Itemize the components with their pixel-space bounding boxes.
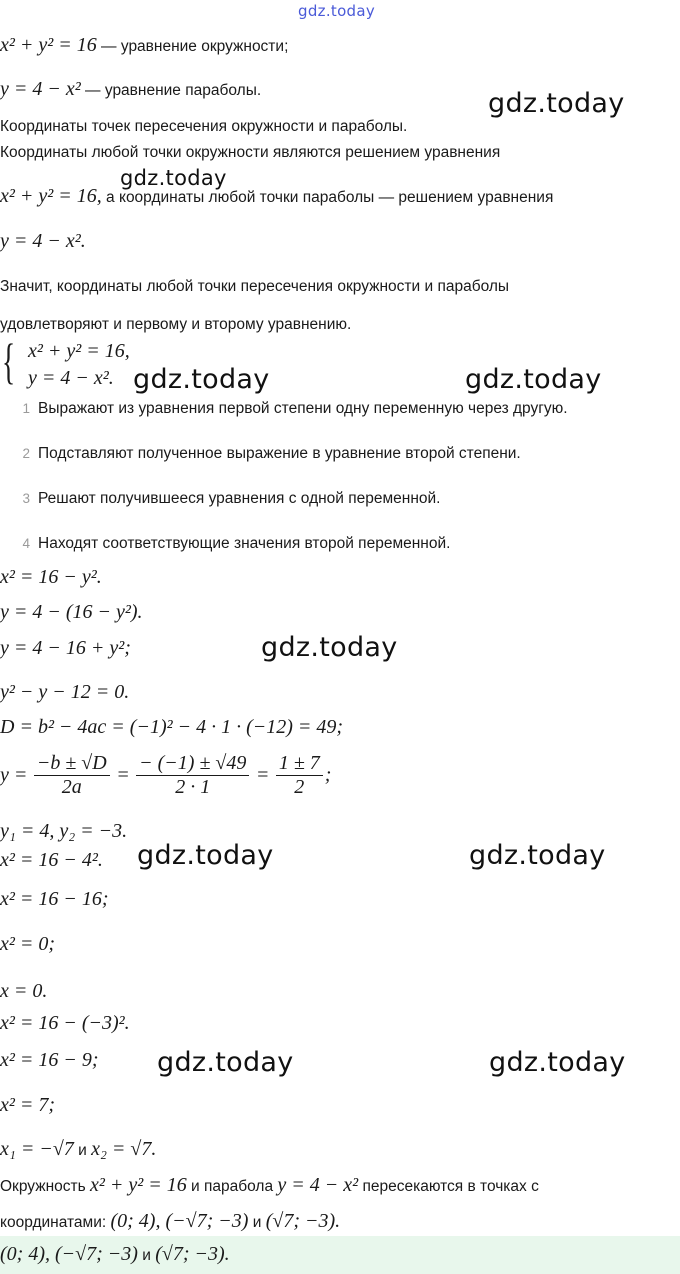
fraction-1-denominator: 2a — [61, 776, 82, 798]
equals-sign-1: = — [116, 764, 130, 786]
circle-equation-inline: x² + y² = 16, — [0, 185, 102, 207]
substitution-3: x² = 0; — [0, 933, 56, 955]
fraction-3 — [276, 752, 323, 799]
quadratic-y: y = — [0, 764, 28, 786]
coordinates-word: координатами: — [0, 1214, 111, 1231]
circle-equation-caption: — уравнение окружности; — [96, 38, 289, 55]
conclusion-circle-word: Окружность — [0, 1178, 90, 1195]
parabola-equation: y = 4 − x² — [0, 78, 81, 100]
step-4-number: 4 — [22, 536, 30, 551]
watermark: gdz.today — [137, 840, 274, 871]
discriminant-line: D = b² − 4ac = (−1)² − 4 · 1 · (−12) = 49; — [0, 716, 344, 738]
circle-points-text: Координаты любой точки окружности являются решением уравнения — [0, 144, 501, 161]
solution-step-2: y = 4 − (16 − y²). — [0, 601, 143, 623]
step-2 — [0, 445, 521, 463]
fraction-3-numerator: 1 ± 7 — [276, 752, 323, 776]
step-2-number: 2 — [22, 446, 30, 461]
circle-equation: x² + y² = 16 — [0, 34, 97, 56]
conclusion-line-1 — [0, 1174, 539, 1197]
solution-step-3: y = 4 − 16 + y²; — [0, 637, 131, 659]
coordinates-points-2: (√7; −3). — [265, 1210, 341, 1232]
watermark: gdz.today — [133, 364, 270, 395]
final-answer-and: и — [137, 1247, 156, 1264]
final-answer — [0, 1243, 230, 1266]
conclusion-line-2 — [0, 1210, 340, 1233]
watermark: gdz.today — [261, 632, 398, 663]
watermark: gdz.today — [469, 840, 606, 871]
coordinates-and: и — [248, 1214, 266, 1231]
step-1 — [0, 400, 568, 418]
circle-equation-line — [0, 34, 288, 57]
fraction-2-denominator: 2 · 1 — [175, 776, 211, 798]
conclusion-text-2: удовлетворяют и первому и второму уравнению. — [0, 316, 352, 333]
fraction-3-denominator: 2 — [294, 776, 305, 798]
final-answer-points-1: (0; 4), (−√7; −3) — [0, 1243, 138, 1265]
root-x2: x₂ = √7. — [91, 1138, 157, 1160]
fraction-1-numerator: −b ± √D — [34, 752, 110, 776]
points-explanation-line — [0, 185, 553, 208]
substitution-1: x² = 16 − 4². — [0, 849, 103, 871]
watermark: gdz.today — [465, 364, 602, 395]
coordinates-points-1: (0; 4), (−√7; −3) — [110, 1210, 249, 1232]
fraction-2-numerator: − (−1) ± √49 — [136, 752, 249, 776]
step-3-number: 3 — [22, 491, 30, 506]
step-1-number: 1 — [22, 401, 30, 416]
equals-sign-2: = — [255, 764, 270, 786]
substitution-6: x² = 7; — [0, 1094, 56, 1116]
solution-step-4: y² − y − 12 = 0. — [0, 681, 130, 703]
step-4 — [0, 535, 450, 553]
conclusion-text-1: Значит, координаты любой точки пересечения окружности и параболы — [0, 278, 510, 295]
intersection-heading: Координаты точек пересечения окружности и параболы. — [0, 118, 408, 135]
system-equation-1: x² + y² = 16, — [28, 340, 130, 362]
conclusion-parabola-equation: y = 4 − x² — [277, 1174, 359, 1196]
quadratic-formula-line — [0, 752, 331, 799]
fraction-1 — [34, 752, 110, 799]
roots-y: y₁ = 4, y₂ = −3. — [0, 820, 128, 842]
watermark: gdz.today — [157, 1047, 294, 1078]
roots-x-line — [0, 1138, 156, 1161]
parabola-points-text: а координаты любой точки параболы — решением уравнения — [101, 189, 554, 206]
watermark: gdz.today — [489, 1047, 626, 1078]
conclusion-circle-equation: x² + y² = 16 — [90, 1174, 187, 1196]
watermark-top: gdz.today — [298, 2, 376, 20]
step-3 — [0, 490, 441, 508]
fraction-2 — [136, 752, 249, 799]
root-x1: x₁ = −√7 — [0, 1138, 74, 1160]
parabola-equation-line — [0, 78, 261, 101]
step-1-text: Выражают из уравнения первой степени одну переменную через другую. — [38, 400, 568, 417]
substitution-4: x² = 16 − (−3)². — [0, 1012, 130, 1034]
solution-step-1: x² = 16 − y². — [0, 566, 102, 588]
conclusion-intersect-text: пересекаются в точках с — [358, 1178, 539, 1195]
and-word: и — [73, 1142, 92, 1159]
watermark: gdz.today — [120, 166, 227, 190]
system-brace: { — [2, 333, 16, 389]
substitution-2: x² = 16 − 16; — [0, 888, 109, 910]
substitution-5: x² = 16 − 9; — [0, 1049, 99, 1071]
x-value: x = 0. — [0, 980, 48, 1002]
semicolon: ; — [324, 764, 332, 786]
conclusion-parabola-word: и парабола — [186, 1178, 278, 1195]
watermark: gdz.today — [488, 88, 625, 119]
parabola-equation-inline: y = 4 − x². — [0, 230, 86, 252]
system-equation-2: y = 4 − x². — [28, 367, 114, 389]
step-4-text: Находят соответствующие значения второй переменной. — [38, 535, 451, 552]
final-answer-points-2: (√7; −3). — [155, 1243, 230, 1265]
parabola-equation-caption: — уравнение параболы. — [80, 82, 262, 99]
step-2-text: Подставляют полученное выражение в уравнение второй степени. — [38, 445, 521, 462]
step-3-text: Решают получившееся уравнения с одной переменной. — [38, 490, 441, 507]
